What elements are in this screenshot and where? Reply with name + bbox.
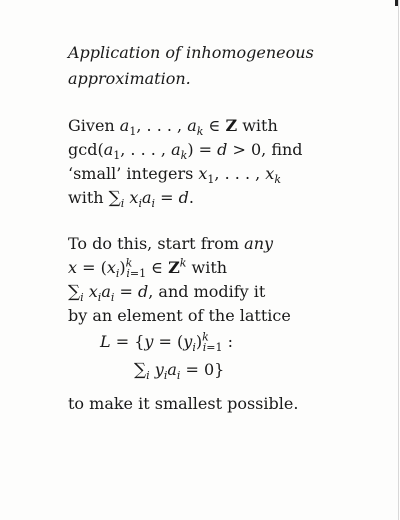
slide-content [68,40,388,416]
method-line-4: by an element of the lattice [68,306,291,325]
lattice-line-2: $\sum_i$ $y_ia_i = 0$} [134,360,225,383]
method-line-2: $x = (x_i)^k_{i=1}$ ∈ $Z^k$ with [68,256,228,281]
slide-title [68,40,388,92]
method-line-1: To do this, start from any [68,234,274,253]
method-line-3: $\sum_i$ $x_ia_i = d$, and modify it [68,282,266,305]
problem-line-4: with $\sum_i$ $x_ia_i = d$. [68,188,194,211]
lattice-definition [68,330,388,382]
page-edge-line [398,0,399,520]
problem-line-1: Given $a_1$, . . . , $a_k$ ∈ Z with [68,116,278,139]
problem-line-3: ‘small’ integers $x_1$, . . . , $x_k$ [68,164,281,187]
lattice-line-1: $L = \{y = (y_i)^k_{i=1}$ : [100,330,233,355]
problem-line-2: $\gcd(a_1$, . . . , $a_k) = d > 0$, find [68,140,303,163]
problem-paragraph [68,114,388,210]
title-line-2: approximation. [68,69,191,88]
title-line-1: Application of inhomogeneous [68,43,314,62]
page-edge-mark [395,0,398,6]
method-paragraph [68,232,388,328]
closing-line: to make it smallest possible. [68,394,299,413]
